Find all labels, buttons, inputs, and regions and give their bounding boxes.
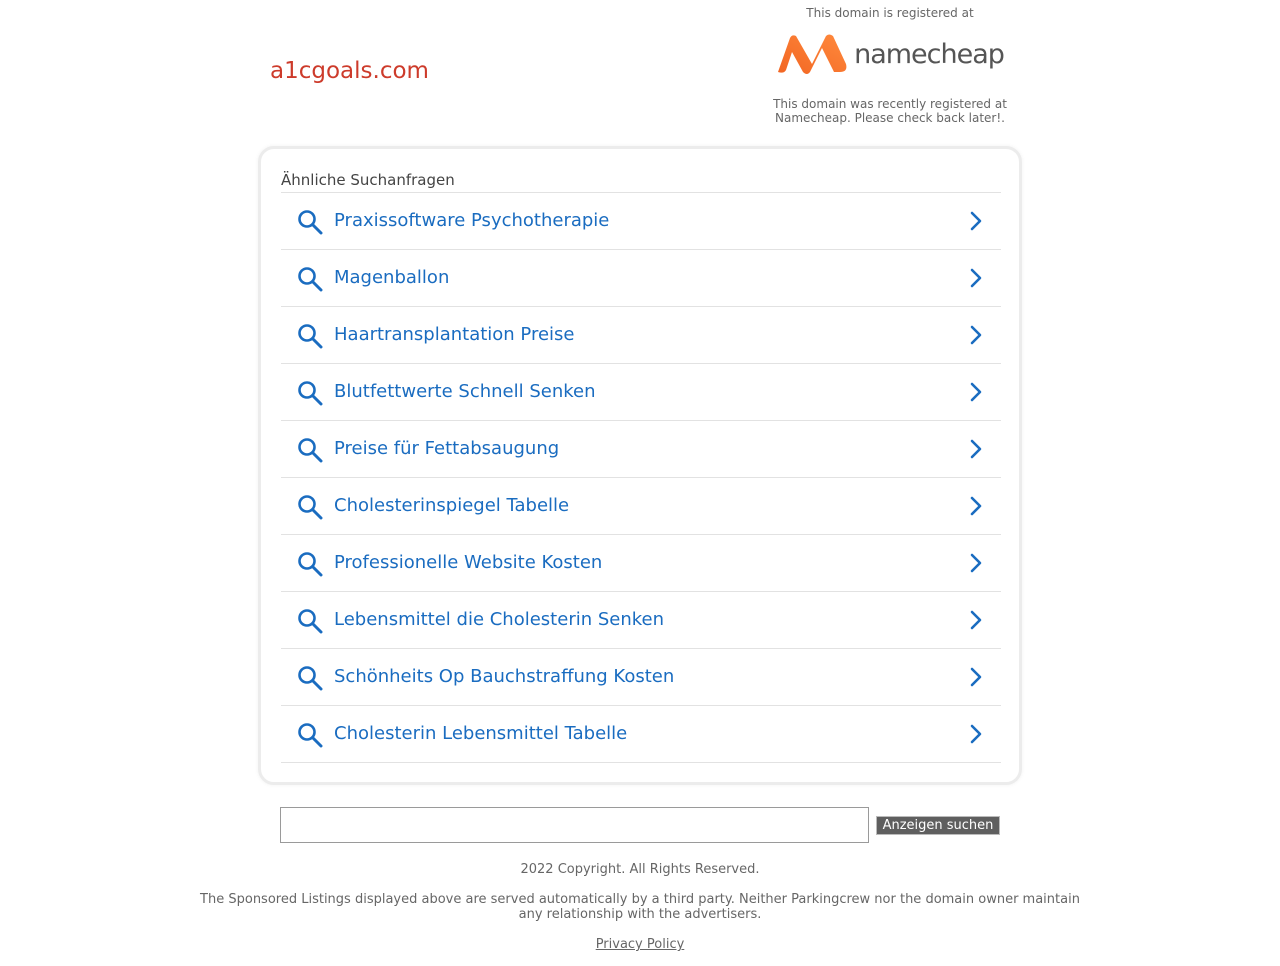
namecheap-logo-text: namecheap [854, 38, 1004, 70]
search-icon [297, 494, 323, 520]
related-search-label: Preise für Fettabsaugung [334, 438, 560, 459]
privacy-policy-wrap [0, 937, 1280, 952]
related-search-label: Lebensmittel die Cholesterin Senken [334, 609, 665, 630]
search-icon [297, 209, 323, 235]
search-icon [297, 665, 323, 691]
search-icon [297, 380, 323, 406]
related-search-item[interactable] [281, 478, 1001, 535]
chevron-right-icon [969, 210, 983, 232]
search-icon [297, 551, 323, 577]
chevron-right-icon [969, 666, 983, 688]
related-search-item[interactable] [281, 250, 1001, 307]
related-search-label: Cholesterinspiegel Tabelle [334, 495, 570, 516]
chevron-right-icon [969, 552, 983, 574]
related-search-label: Schönheits Op Bauchstraffung Kosten [334, 666, 675, 687]
search-icon [297, 266, 323, 292]
related-search-item[interactable] [281, 421, 1001, 478]
registrar-caption: This domain is registered at [806, 6, 974, 20]
related-search-item[interactable] [281, 592, 1001, 649]
related-search-label: Professionelle Website Kosten [334, 552, 603, 573]
related-search-item[interactable] [281, 193, 1001, 250]
search-icon [297, 323, 323, 349]
registrar-block [760, 6, 1020, 125]
search-input[interactable] [280, 807, 869, 843]
namecheap-logo[interactable] [760, 32, 1020, 76]
related-searches-card [258, 146, 1022, 785]
domain-name: a1cgoals.com [270, 58, 429, 84]
related-search-item[interactable] [281, 706, 1001, 763]
related-search-label: Magenballon [334, 267, 450, 288]
search-icon [297, 437, 323, 463]
related-searches-list [281, 192, 1001, 763]
related-search-label: Haartransplantation Preise [334, 324, 575, 345]
search-icon [297, 608, 323, 634]
chevron-right-icon [969, 267, 983, 289]
chevron-right-icon [969, 324, 983, 346]
related-search-item[interactable] [281, 649, 1001, 706]
chevron-right-icon [969, 495, 983, 517]
search-ads-button[interactable]: Anzeigen suchen [876, 816, 1000, 835]
related-search-label: Cholesterin Lebensmittel Tabelle [334, 723, 628, 744]
copyright: 2022 Copyright. All Rights Reserved. [520, 862, 760, 877]
related-search-item[interactable] [281, 307, 1001, 364]
registrar-message: This domain was recently registered at Namecheap. Please check back later!. [773, 97, 1007, 125]
related-search-label: Praxissoftware Psychotherapie [334, 210, 610, 231]
chevron-right-icon [969, 723, 983, 745]
disclaimer: The Sponsored Listings displayed above are served automatically by a third party. Neither Parkingcrew nor the domain owner maintain any relationship with the advertisers. [200, 892, 1080, 922]
namecheap-logo-icon [776, 34, 848, 74]
related-search-item[interactable] [281, 364, 1001, 421]
related-searches-title: Ähnliche Suchanfragen [281, 171, 455, 189]
search-icon [297, 722, 323, 748]
chevron-right-icon [969, 381, 983, 403]
related-search-item[interactable] [281, 535, 1001, 592]
privacy-policy-link[interactable]: Privacy Policy [595, 937, 685, 952]
chevron-right-icon [969, 609, 983, 631]
chevron-right-icon [969, 438, 983, 460]
related-search-label: Blutfettwerte Schnell Senken [334, 381, 596, 402]
